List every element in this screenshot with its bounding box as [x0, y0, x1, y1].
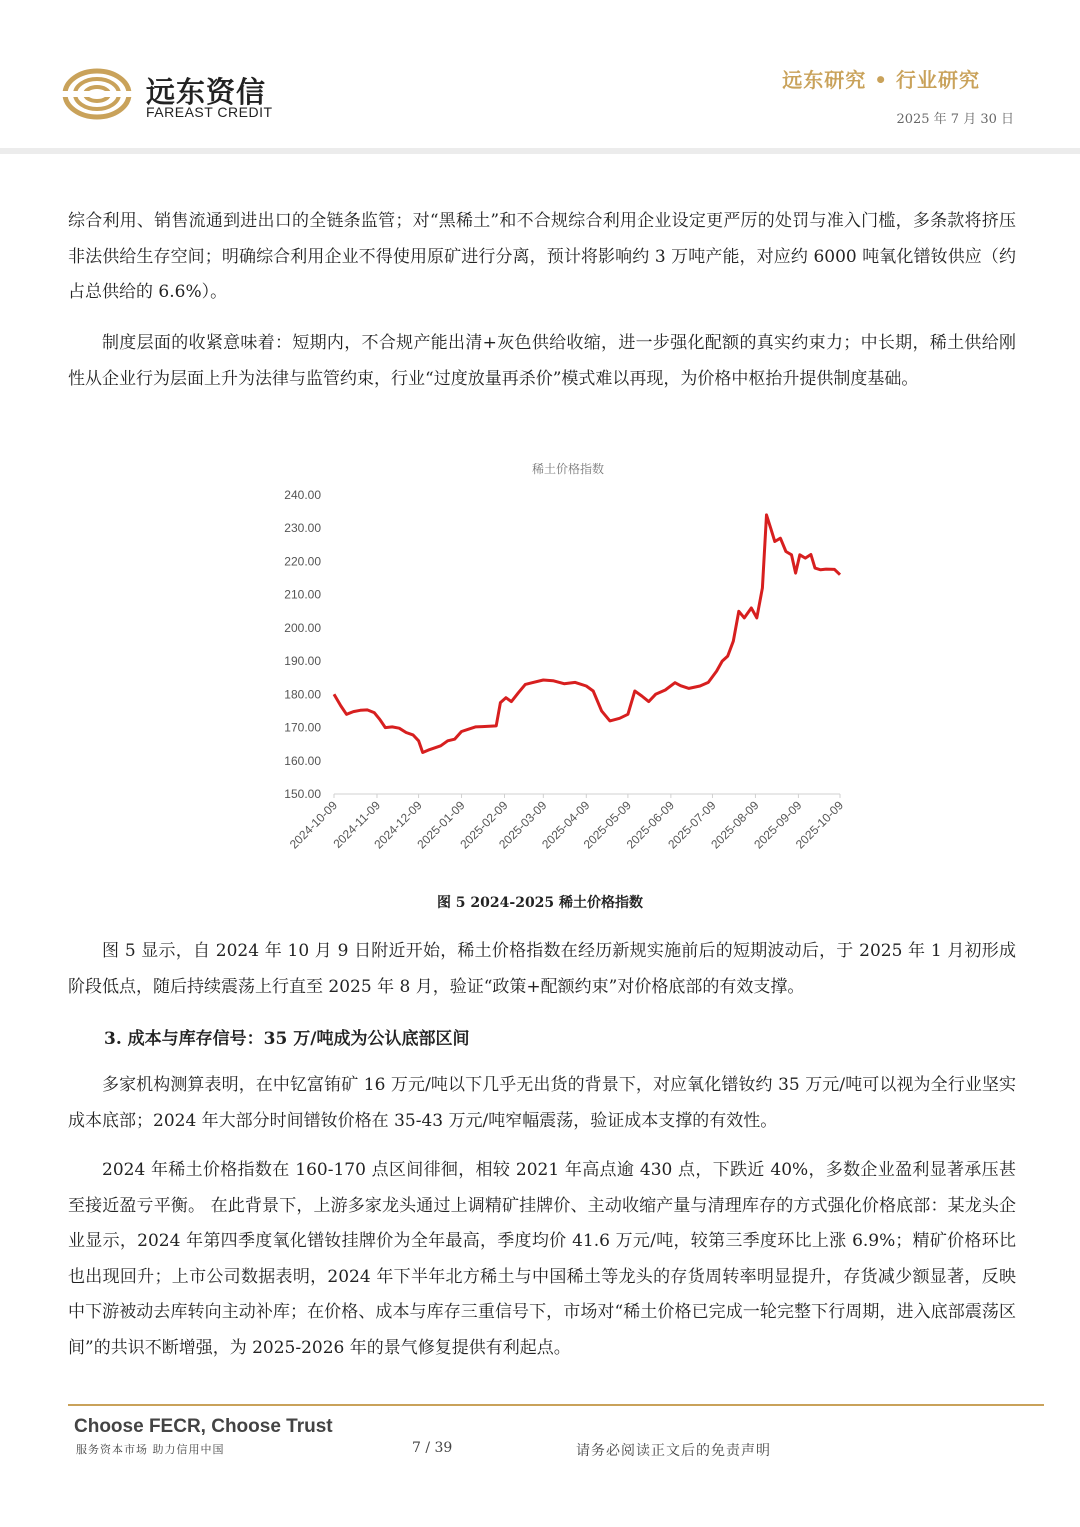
plot-area — [334, 515, 840, 753]
paragraph-4: 多家机构测算表明，在中钇富铕矿 16 万元/吨以下几乎无出货的背景下，对应氧化镨钕约 35 万元/吨可以视为全行业坚实成本底部；2024 年大部分时间镨钕价格在 35-43 万元/吨窄幅震荡，验证成本支撑的有效性。 — [68, 1075, 1016, 1131]
x-axis — [287, 794, 847, 852]
y-tick-label: 190.00 — [284, 654, 321, 669]
x-tick-label: 2025-07-09 — [665, 798, 719, 852]
x-tick-label: 2024-12-09 — [371, 798, 425, 852]
y-tick-label: 200.00 — [284, 620, 321, 635]
x-tick-label: 2025-03-09 — [496, 798, 550, 852]
y-tick-label: 150.00 — [284, 787, 321, 801]
x-tick-label: 2024-10-09 — [286, 798, 341, 852]
y-tick-label: 230.00 — [284, 521, 321, 536]
x-tick-label: 2025-05-09 — [580, 798, 635, 852]
footer-disclaimer: 请务必阅读正文后的免责声明 — [576, 1443, 771, 1459]
report-series: 远东研究 • 行业研究 — [782, 68, 980, 92]
price-index-line — [334, 515, 840, 753]
section-heading: 3. 成本与库存信号：35 万/吨成为公认底部区间 — [104, 1029, 470, 1049]
y-tick-label: 170.00 — [284, 720, 321, 735]
y-tick-label: 240.00 — [284, 488, 321, 502]
figure-caption: 图 5 2024-2025 稀土价格指数 — [436, 895, 644, 911]
report-date: 2025 年 7 月 30 日 — [896, 112, 1014, 127]
page-number: 7 / 39 — [412, 1440, 453, 1456]
y-tick-label: 210.00 — [284, 587, 321, 602]
paragraph-3: 图 5 显示，自 2024 年 10 月 9 日附近开始，稀土价格指数在经历新规实施前后的短期波动后，于 2025 年 1 月初形成阶段低点，随后持续震荡上行直至 2025 年 8 月，验证“政策+配额约束”对价格底部的有效支撑。 — [68, 941, 1016, 997]
y-tick-label: 160.00 — [284, 753, 321, 768]
x-tick-label: 2025-04-09 — [539, 798, 593, 852]
y-tick-label: 180.00 — [284, 687, 321, 702]
footer-slogan: Choose FECR, Choose Trust — [74, 1416, 333, 1437]
x-tick-label: 2024-11-09 — [330, 798, 384, 851]
header-divider — [0, 148, 1080, 154]
paragraph-2: 制度层面的收紧意味着：短期内，不合规产能出清+灰色供给收缩，进一步强化配额的真实约束力；中长期，稀土供给刚性从企业行为层面上升为法律与监管约束，行业“过度放量再杀价”模式难以再现，为价格中枢抬升提供制度基础。 — [68, 333, 1016, 389]
brand-name-cn: 远东资信 — [146, 75, 267, 109]
x-tick-label: 2025-10-09 — [792, 798, 847, 852]
fareast-logo-icon — [62, 66, 132, 122]
brand-name-en: FAREAST CREDIT — [146, 104, 273, 120]
rare-earth-price-index-chart — [260, 452, 860, 872]
footer-divider — [68, 1404, 1044, 1406]
paragraph-1: 综合利用、销售流通到进出口的全链条监管；对“黑稀土”和不合规综合利用企业设定更严厉的处罚与准入门槛，多条款将挤压非法供给生存空间；明确综合利用企业不得使用原矿进行分离，预计将影响约 3 万吨产能，对应约 6000 吨氧化镨钕供应（约占总供给的 6.6%）。 — [68, 211, 1016, 302]
chart-title: 稀土价格指数 — [531, 462, 605, 476]
paragraph-5: 2024 年稀土价格指数在 160-170 点区间徘徊，相较 2021 年高点逾 430 点，下跌近 40%，多数企业盈利显著承压甚至接近盈亏平衡。 在此背景下，上游多家龙头通过上调精矿挂牌价、主动收缩产量与清理库存的方式强化价格底部：某龙头企业显示，2024 年第四季度氧化镨钕挂牌价为全年最高，季度均价 41.6 万元/吨，较第三季度环比上涨 6.9%；精矿价格环比也出现回升；上市公司数据表明，2024 年下半年北方稀土与中国稀土等龙头的存货周转率明显提升，存货减少额显著，反映中下游被动去库转向主动补库；在价格、成本与库存三重信号下，市场对“稀土价格已完成一轮完整下行周期，进入底部震荡区间”的共识不断增强，为 2025-2026 年的景气修复提供有利起点。 — [68, 1160, 1016, 1358]
y-tick-label: 220.00 — [284, 554, 321, 569]
x-tick-label: 2025-01-09 — [414, 798, 468, 852]
page-header — [0, 0, 1080, 160]
x-tick-label: 2025-06-09 — [623, 798, 677, 852]
footer-sub-slogan: 服务资本市场 助力信用中国 — [76, 1443, 225, 1456]
y-axis — [284, 488, 321, 801]
x-tick-label: 2025-02-09 — [457, 798, 511, 852]
x-tick-label: 2025-09-09 — [751, 798, 805, 852]
x-tick-label: 2025-08-09 — [708, 798, 762, 852]
